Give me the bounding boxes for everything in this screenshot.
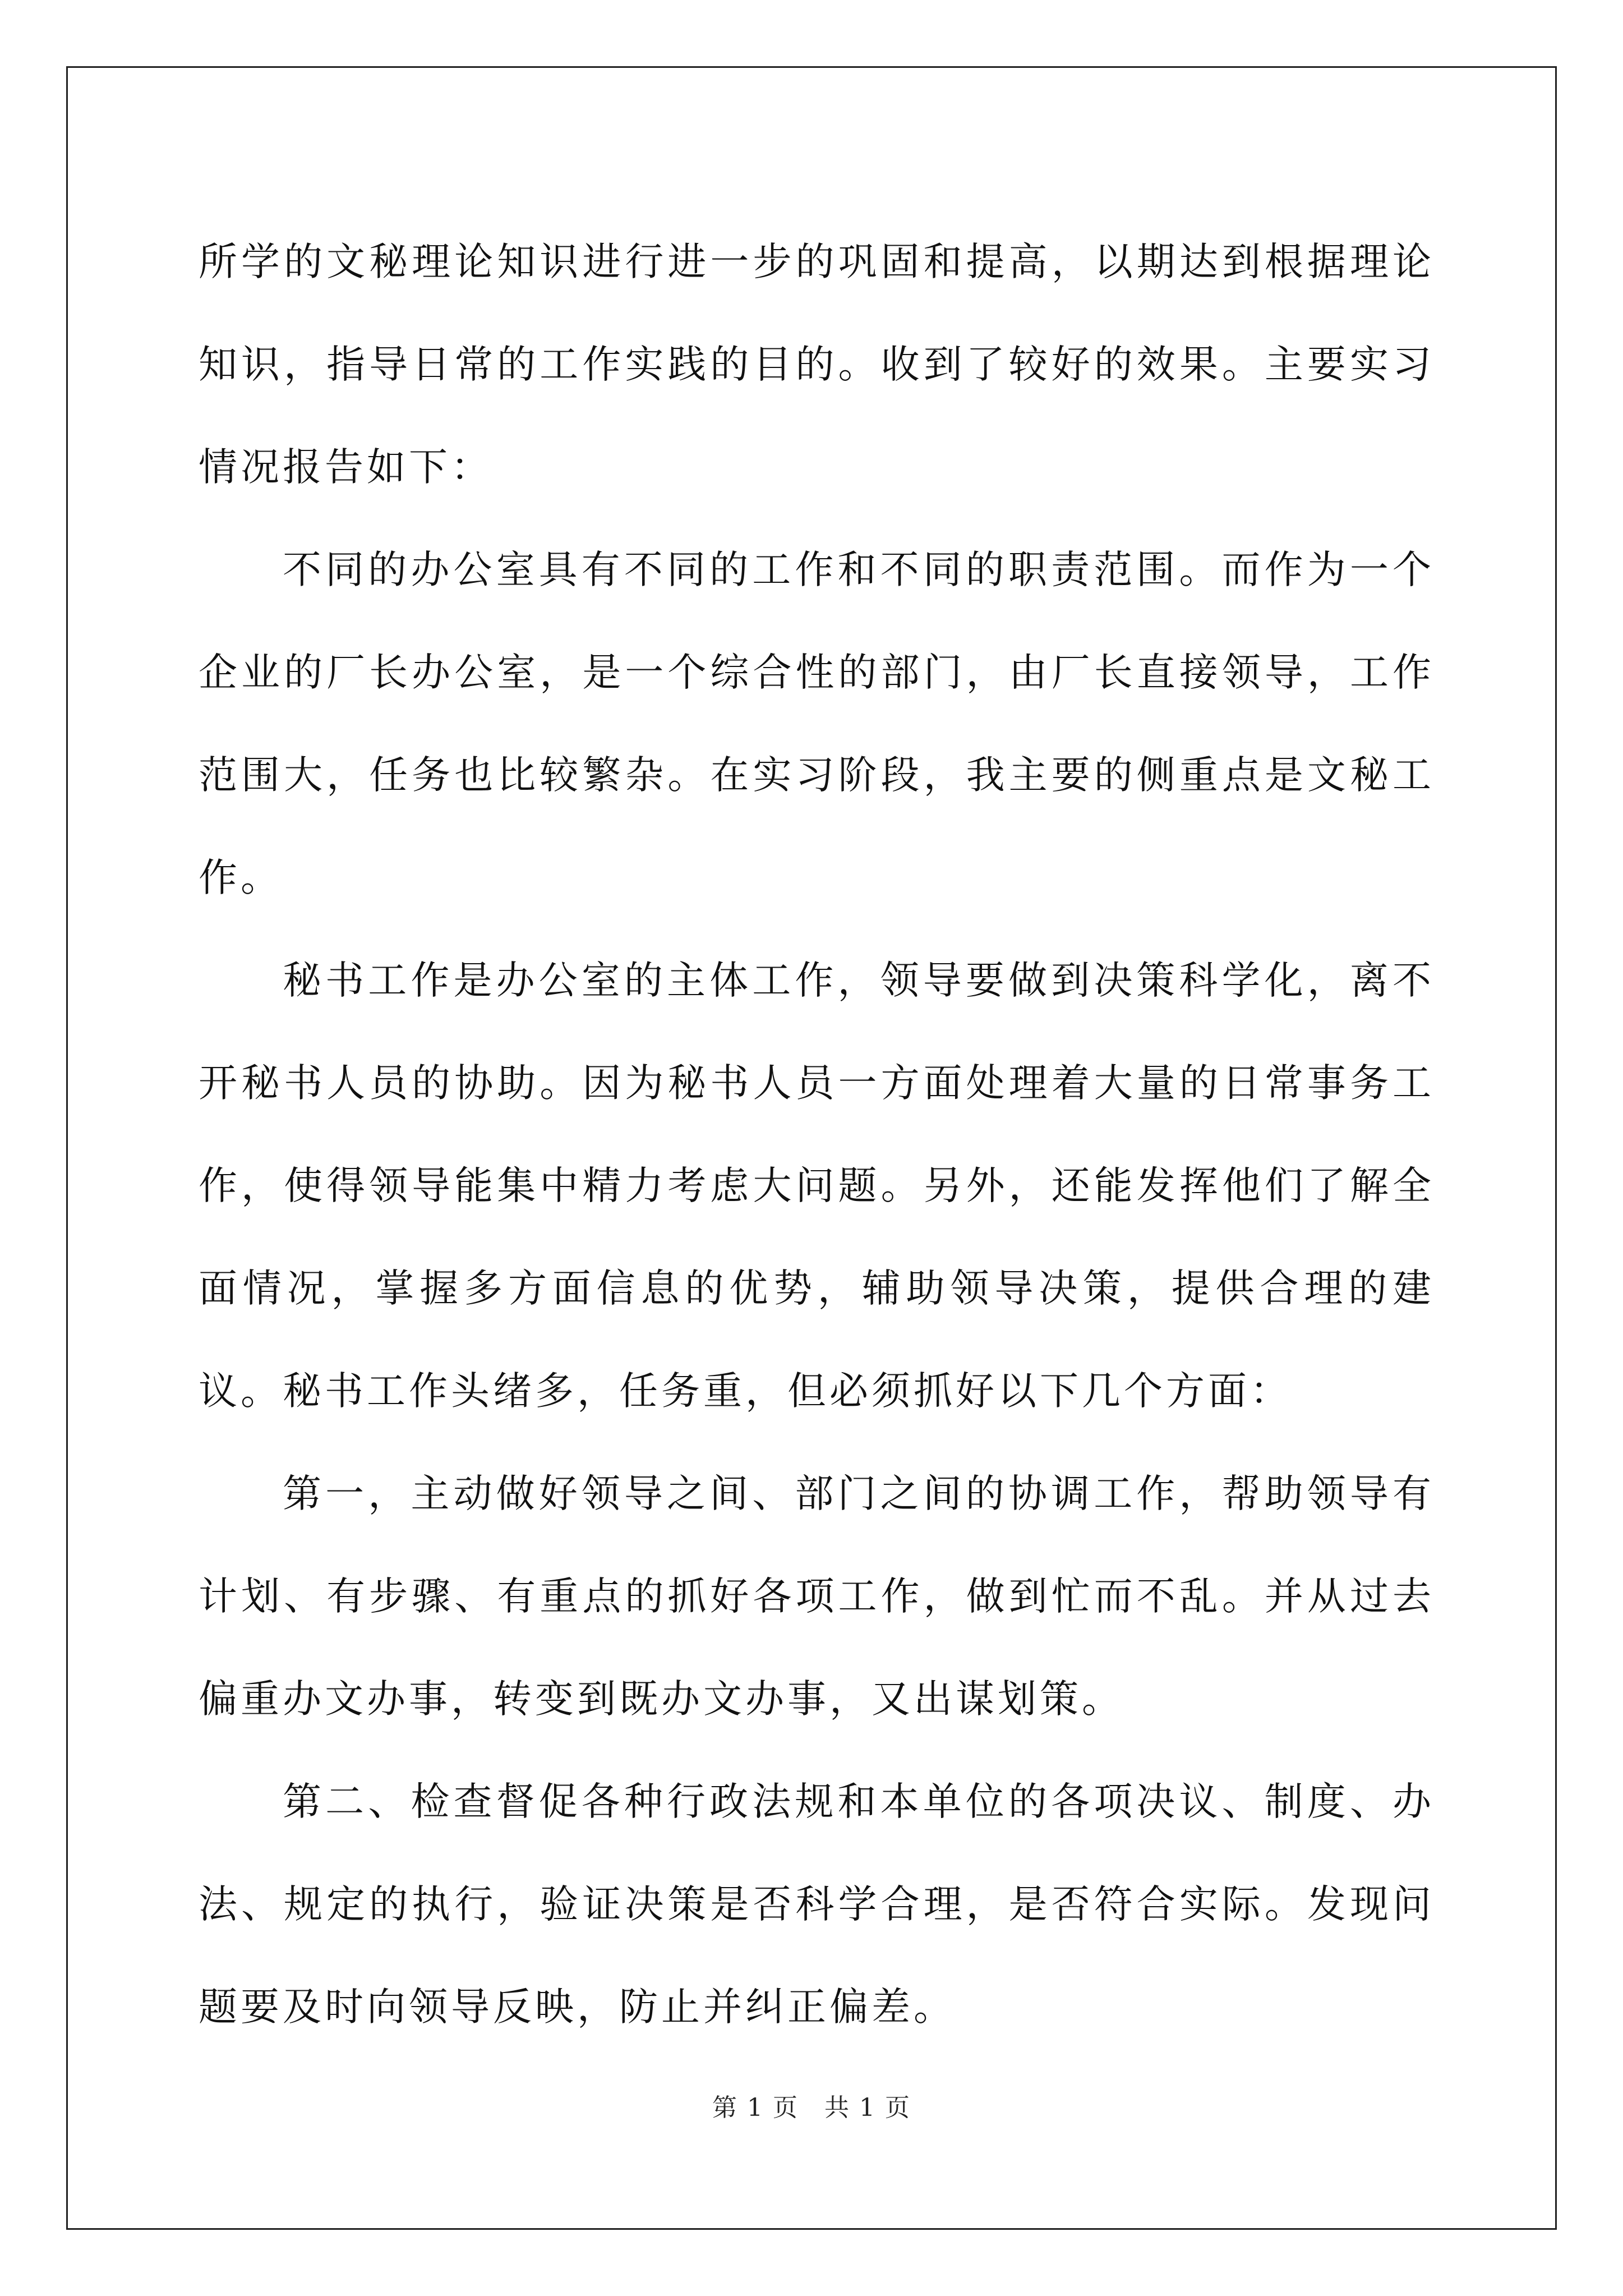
- page-number-footer: 第 1 页 共 1 页: [712, 2093, 911, 2122]
- document-body: [199, 211, 1435, 2059]
- paragraph-1: 所学的文秘理论知识进行进一步的巩固和提高，以期达到根据理论知识，指导日常的工作实践的目的。收到了较好的效果。主要实习情况报告如下：: [199, 240, 1435, 490]
- paragraph-2: 不同的办公室具有不同的工作和不同的职责范围。而作为一个企业的厂长办公室，是一个综合性的部门，由厂长直接领导，工作范围大，任务也比较繁杂。在实习阶段，我主要的侧重点是文秘工作。: [199, 547, 1435, 900]
- paragraph-4: 第一，主动做好领导之间、部门之间的协调工作，帮助领导有计划、有步骤、有重点的抓好各项工作，做到忙而不乱。并从过去偏重办文办事，转变到既办文办事，又出谋划策。: [199, 1471, 1435, 1722]
- paragraph-3: 秘书工作是办公室的主体工作，领导要做到决策科学化，离不开秘书人员的协助。因为秘书人员一方面处理着大量的日常事务工作，使得领导能集中精力考虑大问题。另外，还能发挥他们了解全面情况，掌握多方面信息的优势，辅助领导决策，提供合理的建议。秘书工作头绪多，任务重，但必须抓好以下几个方面：: [199, 958, 1435, 1414]
- paragraph-5: 第二、检查督促各种行政法规和本单位的各项决议、制度、办法、规定的执行，验证决策是否科学合理，是否符合实际。发现问题要及时向领导反映，防止并纠正偏差。: [199, 1779, 1435, 2030]
